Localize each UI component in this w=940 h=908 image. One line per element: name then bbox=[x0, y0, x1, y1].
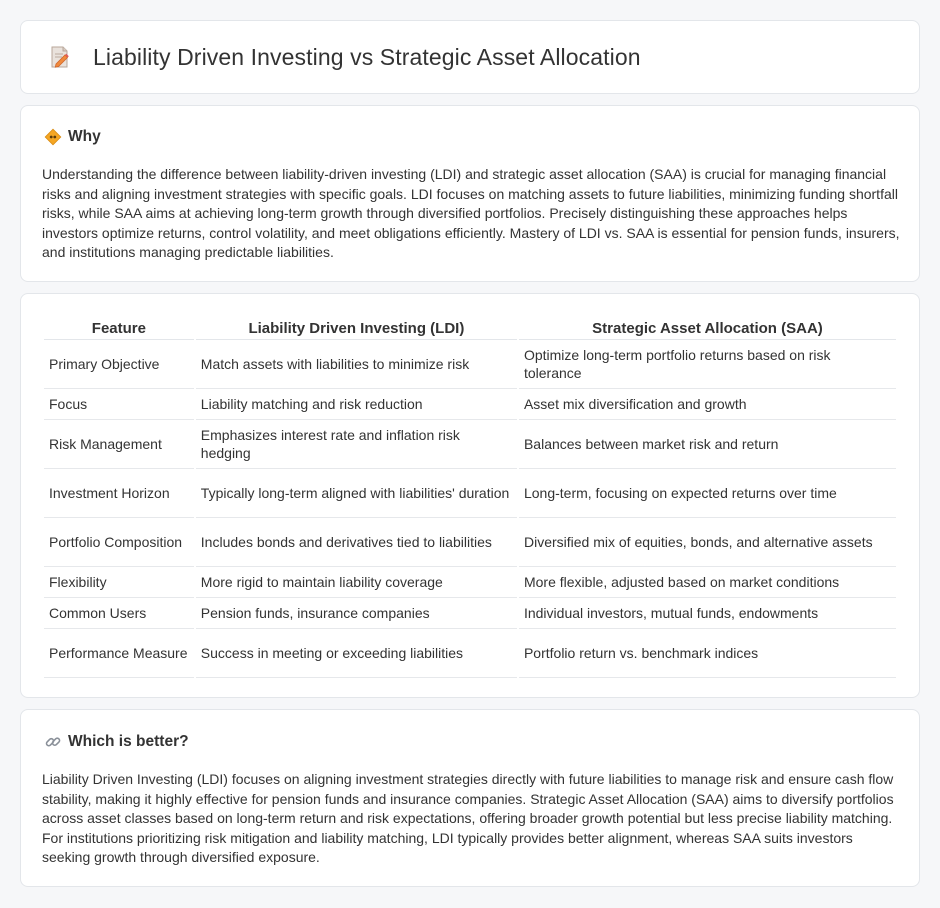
row-feature: Flexibility bbox=[44, 567, 194, 598]
table-row bbox=[44, 389, 896, 420]
table-header-row bbox=[44, 316, 896, 340]
row-saa: Individual investors, mutual funds, endowments bbox=[519, 598, 896, 629]
row-feature: Risk Management bbox=[44, 420, 194, 469]
row-saa: Asset mix diversification and growth bbox=[519, 389, 896, 420]
row-feature: Common Users bbox=[44, 598, 194, 629]
title-card bbox=[20, 20, 920, 94]
row-feature: Primary Objective bbox=[44, 340, 194, 389]
row-saa: More flexible, adjusted based on market conditions bbox=[519, 567, 896, 598]
which-is-better-section bbox=[20, 709, 920, 887]
row-saa: Balances between market risk and return bbox=[519, 420, 896, 469]
row-saa: Long-term, focusing on expected returns over time bbox=[519, 469, 896, 518]
row-feature: Investment Horizon bbox=[44, 469, 194, 518]
table-row bbox=[44, 420, 896, 469]
row-ldi: Includes bonds and derivatives tied to liabilities bbox=[196, 518, 517, 567]
table-row bbox=[44, 567, 896, 598]
row-feature: Portfolio Composition bbox=[44, 518, 194, 567]
header-ldi: Liability Driven Investing (LDI) bbox=[196, 316, 517, 340]
document-pencil-icon bbox=[47, 44, 73, 70]
row-ldi: Liability matching and risk reduction bbox=[196, 389, 517, 420]
page-title: Liability Driven Investing vs Strategic Asset Allocation bbox=[93, 43, 641, 70]
row-ldi: Typically long-term aligned with liabilities' duration bbox=[196, 469, 517, 518]
row-ldi: More rigid to maintain liability coverage bbox=[196, 567, 517, 598]
header-feature: Feature bbox=[44, 316, 194, 340]
table-row bbox=[44, 518, 896, 567]
row-saa: Portfolio return vs. benchmark indices bbox=[519, 629, 896, 678]
link-icon bbox=[44, 733, 62, 751]
row-saa: Diversified mix of equities, bonds, and alternative assets bbox=[519, 518, 896, 567]
row-feature: Focus bbox=[44, 389, 194, 420]
table-row bbox=[44, 629, 896, 678]
comparison-section bbox=[20, 293, 920, 698]
why-heading bbox=[44, 128, 101, 146]
better-heading bbox=[44, 733, 189, 751]
better-text: Liability Driven Investing (LDI) focuses on aligning investment strategies directly with future liabilities to manage risk and ensure cash flow stability, making it highly effective for pension funds and insurance companies. Strategic Asset Allocation (SAA) aims to diversify portfolios across asset classes based on long-term return and risk expectations, offering broader growth potential but less precise liability matching. For institutions prioritizing risk mitigation and liability matching, LDI typically provides better alignment, whereas SAA suits investors seeking growth through diversified exposure. bbox=[42, 771, 894, 865]
row-saa: Optimize long-term portfolio returns based on risk tolerance bbox=[519, 340, 896, 389]
why-heading-label: Why bbox=[68, 128, 101, 145]
row-ldi: Pension funds, insurance companies bbox=[196, 598, 517, 629]
row-feature: Performance Measure bbox=[44, 629, 194, 678]
comparison-table bbox=[42, 316, 898, 678]
why-text: Understanding the difference between liability-driven investing (LDI) and strategic asset allocation (SAA) is crucial for managing financial risks and aligning investment strategies with specific goals. LDI focuses on matching assets to future liabilities, minimizing funding shortfall risks, while SAA aims at achieving long-term growth through diversified portfolios. Precisely distinguishing these approaches helps investors optimize returns, control volatility, and meet obligations efficiently. Mastery of LDI vs. SAA is essential for pension funds, insurers, and institutions managing predictable liabilities. bbox=[42, 166, 900, 260]
why-section bbox=[20, 105, 920, 282]
table-row bbox=[44, 598, 896, 629]
table-row bbox=[44, 469, 896, 518]
better-heading-label: Which is better? bbox=[68, 733, 189, 750]
header-saa: Strategic Asset Allocation (SAA) bbox=[519, 316, 896, 340]
row-ldi: Emphasizes interest rate and inflation risk hedging bbox=[196, 420, 517, 469]
table-row bbox=[44, 340, 896, 389]
row-ldi: Success in meeting or exceeding liabilities bbox=[196, 629, 517, 678]
row-ldi: Match assets with liabilities to minimize risk bbox=[196, 340, 517, 389]
diamond-sign-icon bbox=[44, 128, 62, 146]
